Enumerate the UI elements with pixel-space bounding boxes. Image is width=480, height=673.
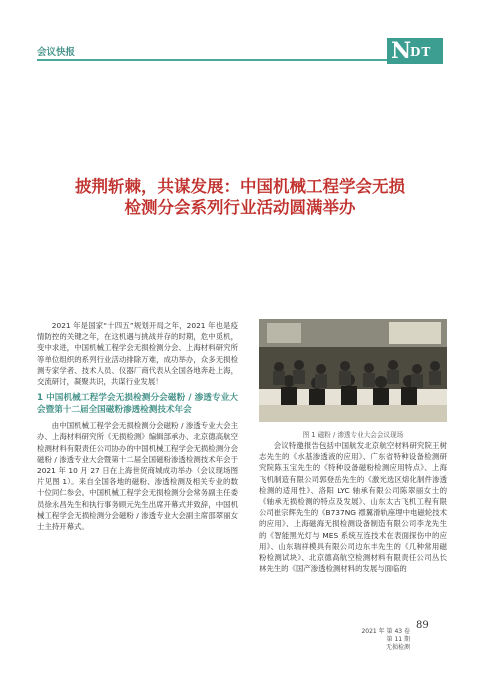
journal-logo (387, 38, 443, 64)
left-column (37, 320, 238, 532)
header-rule (37, 59, 387, 61)
right-paragraph: 会议特邀报告包括中国航发北京航空材料研究院王树志先生的《水基渗透液的应用》、广东省特种设备检测研究院陈玉宝先生的《特种设备磁粉检测应用特点》、上海飞机制造有限公司郭登岳先生的《激光选区熔化制件渗透检测的适用性》、洛阳 LYC 轴承有限公司陈翠丽女士的《轴承无损检测的特点及发展》、山东太古飞机工程有限公司崔宗辉先生的《B737NG 襟翼滑轨座埋中电磁轮技术的应用》、上海磁海无损检测设备制造有限公司李龙先生的《智能黑光灯与 MES 系统互连技术在表面探伤中的应用》、山东瑞祥模具有限公司边东丰先生的《几种常用磁粉检测试块》、北京德高航空检测材料有限责任公司丛长林先生的《国产渗透检测材料的发展与面临的 (259, 441, 447, 574)
footer-issue-info (360, 628, 410, 652)
footer-journal: 无损检测 (385, 644, 410, 651)
figure-caption: 图 1 磁粉 / 渗透专业大会会议现场 (302, 431, 404, 439)
conference-photo (259, 319, 447, 422)
page-number: 89 (416, 620, 429, 631)
right-column (259, 440, 447, 574)
conference-photo-image (259, 319, 447, 422)
logo-letter-n: N (391, 38, 412, 64)
article-title (40, 176, 440, 218)
section-1-heading: 1 中国机械工程学会无损检测分会磁粉 / 渗透专业大会暨第十二届全国磁粉渗透检测技术年会 (37, 393, 238, 415)
title-line-2: 检测分会系列行业活动圆满举办 (124, 198, 356, 217)
section-tag: 会议快报 (37, 47, 76, 58)
title-line-1: 披荆斩棘，共谋发展：中国机械工程学会无损 (75, 177, 405, 196)
logo-letters-dt: DT (410, 45, 432, 59)
footer-issue: 2021 年 第 43 卷 第 11 期 (361, 628, 410, 643)
intro-paragraph: 2021 年是国家“十四五”规划开局之年，2021 年也是疫情防控的关键之年，在这机遇与挑战并存的时期，危中觅机，变中求进，中国机械工程学会无损检测分会、上海材料研究所等单位组织的系列行业活动排除万难，成功举办，众多无损检测专家学者、技术人员、仪器厂商代表从全国各地奔赴上海，交流研讨，凝聚共识，共谋行业发展！ (37, 321, 238, 387)
section-1-paragraph: 由中国机械工程学会无损检测分会磁粉 / 渗透专业大会主办、上海材料研究所《无损检测》编辑部承办、北京德高航空检测材料有限责任公司协办的中国机械工程学会无损检测分会磁粉 / 渗透专业大会暨第十二届全国磁粉渗透检测技术年会于 2021 年 10 月 27 日在上海世贸商城成功举办（会议现场图片见图 1）。来自全国各地的磁粉、渗透检测及相关专业的数十位同仁参会。中国机械工程学会无损检测分会常务副主任委员徐永昌先生和执行事务顾元先生出席开幕式并致辞，中国机械工程学会无损检测分会磁粉 / 渗透专业大会副主席邵翠丽女士主持开幕式。 (37, 421, 238, 532)
